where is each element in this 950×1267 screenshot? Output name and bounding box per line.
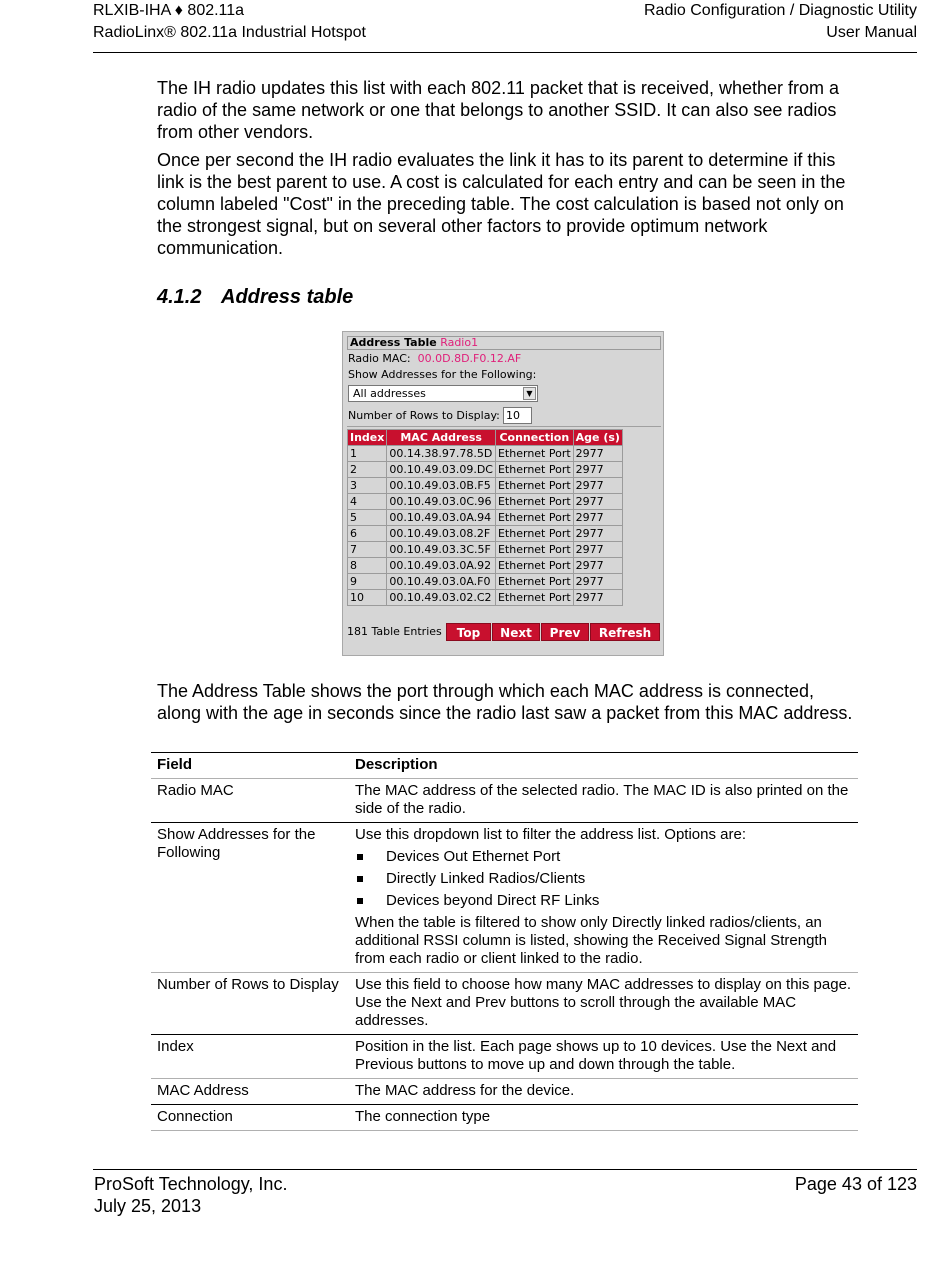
cell-index: 2 [348, 462, 387, 478]
table-entries-count: 181 Table Entries [347, 625, 442, 638]
after-figure-paragraph: The Address Table shows the port through which each MAC address is connected, along with the age in seconds since the radio last saw a packet from this MAC address. [157, 681, 853, 723]
next-button[interactable]: Next [492, 623, 540, 641]
table-row [348, 542, 623, 558]
radio-name: Radio1 [440, 336, 479, 349]
cell-age: 2977 [573, 574, 622, 590]
show-addresses-label: Show Addresses for the Following: [348, 368, 537, 381]
cell-index: 1 [348, 446, 387, 462]
cell-mac: 00.10.49.03.0A.F0 [387, 574, 496, 590]
manual-type: User Manual [826, 24, 917, 41]
list-item: Directly Linked Radios/Clients [355, 870, 852, 888]
cell-connection: Ethernet Port [495, 446, 573, 462]
cell-index: 8 [348, 558, 387, 574]
cell-connection: Ethernet Port [495, 510, 573, 526]
field-description: The MAC address of the selected radio. The MAC ID is also printed on the side of the radio. [355, 782, 849, 817]
cell-age: 2977 [573, 590, 622, 606]
cell-mac: 00.10.49.03.0B.F5 [387, 478, 496, 494]
radio-mac-label: Radio MAC: [348, 352, 411, 365]
table-row [151, 779, 858, 823]
field-name: Connection [157, 1108, 233, 1125]
intro-paragraph-1: The IH radio updates this list with each 802.11 packet that is received, whether from a radio of the same network or one that belongs to another SSID. It can also see radios from other vendors. [157, 78, 840, 142]
section-heading [157, 286, 353, 309]
cell-mac: 00.10.49.03.0A.94 [387, 510, 496, 526]
divider [347, 426, 661, 427]
description-column-header: Description [355, 756, 438, 773]
cell-index: 9 [348, 574, 387, 590]
publish-date: July 25, 2013 [94, 1196, 202, 1216]
column-header-mac: MAC Address [387, 430, 496, 446]
column-header-connection: Connection [495, 430, 573, 446]
field-description-cell [349, 823, 858, 973]
refresh-button[interactable]: Refresh [590, 623, 660, 641]
field-description: Use this dropdown list to filter the address list. Options are: [355, 826, 747, 843]
table-row [151, 1105, 858, 1131]
page-header [93, 0, 917, 53]
field-name: Show Addresses for the Following [157, 826, 316, 861]
product-code: RLXIB-IHA ♦ 802.11a [93, 2, 245, 19]
cell-mac: 00.10.49.03.02.C2 [387, 590, 496, 606]
cell-index: 3 [348, 478, 387, 494]
cell-age: 2977 [573, 478, 622, 494]
header-left [93, 0, 366, 44]
footer-left [94, 1173, 287, 1217]
options-list [355, 848, 852, 910]
field-description: Position in the list. Each page shows up to 10 devices. Use the Next and Previous buttons to move up and down through the table. [355, 1038, 837, 1073]
radio-mac-value: 00.0D.8D.F0.12.AF [417, 352, 522, 365]
field-name: Index [157, 1038, 194, 1055]
cell-connection: Ethernet Port [495, 494, 573, 510]
cell-connection: Ethernet Port [495, 590, 573, 606]
cell-connection: Ethernet Port [495, 574, 573, 590]
field-note: When the table is filtered to show only Directly linked radios/clients, an additional RSSI column is listed, showing the Received Signal Strength from each radio or client linked to the radio. [355, 914, 827, 967]
rows-to-display-input[interactable]: 10 [503, 407, 532, 424]
rows-to-display-label: Number of Rows to Display: [348, 409, 500, 422]
cell-connection: Ethernet Port [495, 462, 573, 478]
field-table-header [151, 753, 858, 779]
field-description: Use this field to choose how many MAC addresses to display on this page. Use the Next and Prev buttons to scroll through the available MAC addresses. [355, 976, 852, 1029]
cell-index: 4 [348, 494, 387, 510]
column-header-index: Index [348, 430, 387, 446]
field-column-header: Field [157, 756, 193, 773]
table-row [151, 823, 858, 973]
cell-connection: Ethernet Port [495, 542, 573, 558]
table-row [348, 510, 623, 526]
cell-age: 2977 [573, 526, 622, 542]
cell-mac: 00.10.49.03.0C.96 [387, 494, 496, 510]
table-row [348, 478, 623, 494]
prev-button[interactable]: Prev [541, 623, 589, 641]
table-row [151, 1079, 858, 1105]
cell-age: 2977 [573, 446, 622, 462]
section-title: Address table [221, 286, 354, 308]
cell-index: 5 [348, 510, 387, 526]
cell-mac: 00.10.49.03.08.2F [387, 526, 496, 542]
table-row [348, 574, 623, 590]
address-table-screenshot [342, 331, 664, 656]
cell-age: 2977 [573, 510, 622, 526]
company-name: ProSoft Technology, Inc. [94, 1174, 288, 1194]
field-name: Number of Rows to Display [157, 976, 339, 993]
table-row [348, 446, 623, 462]
table-row [348, 462, 623, 478]
cell-connection: Ethernet Port [495, 558, 573, 574]
intro-paragraph-2: Once per second the IH radio evaluates the link it has to its parent to determine if this link is the best parent to use. A cost is calculated for each entry and can be seen in the column labeled "Cost" in the preceding table. The cost calculation is based not only on the strongest signal, but on several other factors to provide optimum network communication. [157, 150, 846, 258]
widget-title-bar [347, 336, 661, 350]
radio-mac-line [348, 352, 521, 366]
cell-mac: 00.10.49.03.0A.92 [387, 558, 496, 574]
table-row [151, 1035, 858, 1079]
cell-connection: Ethernet Port [495, 526, 573, 542]
address-filter-dropdown[interactable] [348, 385, 538, 402]
cell-index: 6 [348, 526, 387, 542]
cell-age: 2977 [573, 558, 622, 574]
table-row [348, 526, 623, 542]
cell-index: 10 [348, 590, 387, 606]
field-description: The connection type [355, 1108, 491, 1125]
page-footer [93, 1169, 917, 1216]
manual-section: Radio Configuration / Diagnostic Utility [643, 2, 917, 19]
table-header-row [348, 430, 623, 446]
cell-age: 2977 [573, 542, 622, 558]
dropdown-value: All addresses [353, 387, 426, 400]
list-item: Devices Out Ethernet Port [355, 848, 852, 866]
cell-age: 2977 [573, 494, 622, 510]
cell-mac: 00.10.49.03.3C.5F [387, 542, 496, 558]
mac-address-table [347, 429, 623, 606]
field-name: MAC Address [157, 1082, 249, 1099]
page-number: Page 43 of 123 [794, 1174, 917, 1194]
table-row [348, 590, 623, 606]
header-right [644, 0, 917, 44]
column-header-age: Age (s) [573, 430, 622, 446]
cell-index: 7 [348, 542, 387, 558]
top-button[interactable]: Top [446, 623, 491, 641]
cell-age: 2977 [573, 462, 622, 478]
field-description: The MAC address for the device. [355, 1082, 575, 1099]
list-item: Devices beyond Direct RF Links [355, 892, 852, 910]
field-description-table [151, 752, 858, 1131]
cell-connection: Ethernet Port [495, 478, 573, 494]
table-row [348, 558, 623, 574]
product-name: RadioLinx® 802.11a Industrial Hotspot [93, 24, 366, 41]
widget-title: Address Table [350, 336, 437, 349]
table-row [151, 973, 858, 1035]
field-name: Radio MAC [157, 782, 234, 799]
chevron-down-icon[interactable]: ▼ [523, 387, 536, 400]
cell-mac: 00.10.49.03.09.DC [387, 462, 496, 478]
cell-mac: 00.14.38.97.78.5D [387, 446, 496, 462]
section-number: 4.1.2 [157, 286, 202, 308]
table-row [348, 494, 623, 510]
